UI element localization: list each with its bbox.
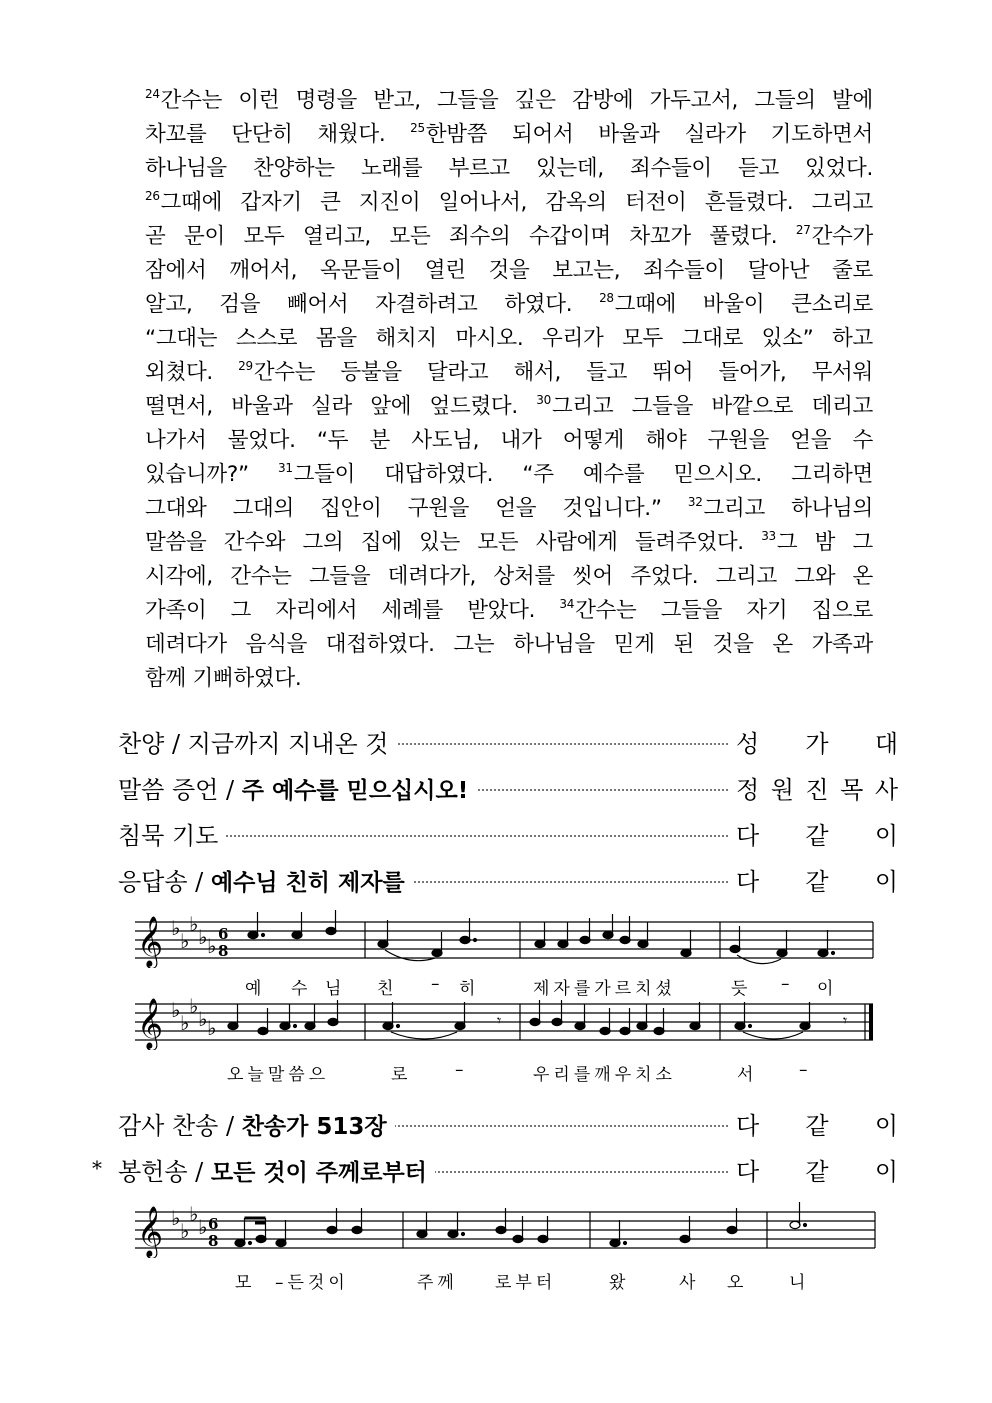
leader-char: 성 [736,730,760,758]
scripture-line [145,390,873,424]
asterisk-marker: * [92,1156,102,1180]
scripture-line [145,288,873,322]
order-title [118,1152,435,1187]
order-leader [736,1106,898,1141]
order-leader [736,862,898,897]
order-subject: 찬송가 513장 [241,1114,387,1140]
order-subject: 지금까지 지내온 것 [187,730,389,758]
scripture-text: 데려다가 음식을 대접하였다. 그는 하나님을 믿게 된 것을 온 가족과 [145,632,873,657]
order-leader [736,724,898,759]
time-sig-top: 6 [208,1215,219,1233]
svg-text:♭: ♭ [189,994,199,1018]
scripture-line [145,84,873,118]
order-label: 말씀 증언 / [118,776,242,804]
scripture-line [145,356,873,390]
order-label: 응답송 / [118,868,211,896]
verse-number: 33 [761,529,776,543]
treble-clef-icon: 𝄞 [137,916,164,967]
scripture-text: 한밤쯤 되어서 바울과 실라가 기도하면서 [425,122,873,147]
scripture-text: 말씀을 간수와 그의 집에 있는 모든 사람에게 들려주었다. [145,530,762,555]
key-signature-flats [171,912,216,958]
verse-number: 29 [238,359,253,373]
order-item-sermon [118,766,898,806]
leader-char: 정 [736,776,760,804]
order-title [118,1106,395,1141]
verse-number: 27 [795,223,811,237]
svg-text:♭: ♭ [180,929,190,953]
verse-number: 24 [145,87,160,101]
leader-char: 가 [805,730,829,758]
scripture-text: 그때에 갑자기 큰 지진이 일어나서, 감옥의 터전이 흔들렸다. 그리고 [160,190,873,215]
order-label: 감사 찬송 / [118,1112,242,1140]
order-subject: 예수님 친히 제자를 [210,870,405,896]
scripture-text: 함께 기뻐하였다. [145,666,302,691]
scripture-text: 나가서 물었다. “두 분 사도님, 내가 어떻게 해야 구원을 얻을 수 [145,428,873,453]
scripture-text: 떨면서, 바울과 실라 앞에 엎드렸다. [145,394,537,419]
order-subject: 주 예수를 믿으십시오! [241,778,469,804]
final-barline [869,1004,873,1040]
scripture-text: 그 밤 그 [776,530,873,555]
svg-text:𝄾: 𝄾 [497,1011,502,1030]
verse-number: 32 [687,495,703,509]
scripture-text: “그대는 스스로 몸을 해치지 마시오. 우리가 모두 그대로 있소” 하고 [145,326,873,351]
order-item-praise [118,720,898,760]
leader-char: 같 [805,1158,829,1186]
response-score-line-1 [135,908,880,999]
order-item-thanks-hymn [118,1102,898,1142]
svg-text:♭: ♭ [171,1206,181,1230]
scripture-line [145,186,873,220]
order-label: 봉헌송 / [118,1158,211,1186]
scripture-line [145,118,873,152]
scripture-line [145,220,873,254]
leader-char: 같 [805,868,829,896]
ties [391,1032,803,1039]
order-label: 찬양 / [118,730,188,758]
svg-text:♭: ♭ [189,1202,199,1226]
scripture-text: 간수는 등불을 달라고 해서, 들고 뛰어 들어가, 무서워 [253,360,873,385]
leader-char: 대 [874,730,898,758]
notes [248,910,835,957]
scripture-line [145,492,873,526]
order-item-silent-prayer [118,812,898,852]
order-leader [736,1152,898,1187]
verse-number: 25 [410,121,425,135]
scripture-passage [145,84,873,696]
leader-char: 다 [736,868,760,896]
time-sig-bottom: 8 [208,1232,219,1250]
svg-text:♭: ♭ [198,925,208,949]
scripture-text: 시각에, 간수는 그들을 데려다가, 상처를 씻어 주었다. 그리고 그와 온 [145,564,873,589]
leader-char: 다 [736,822,760,850]
order-subject: 모든 것이 주께로부터 [210,1160,427,1186]
ties [385,950,781,964]
key-signature-flats [171,994,216,1040]
treble-clef-icon: 𝄞 [137,998,164,1049]
scripture-text: 있습니까?” [145,462,279,487]
verse-number: 30 [536,393,551,407]
scripture-text: 그대와 그대의 집안이 구원을 얻을 것입니다.” [145,496,688,521]
order-title [118,724,396,759]
offertory-score [135,1198,880,1293]
treble-clef-icon: 𝄞 [137,1206,164,1257]
scripture-text: 그리고 그들을 바깥으로 데리고 [551,394,874,419]
scripture-text: 그때에 바울이 큰소리로 [614,292,874,317]
leader-char: 같 [805,822,829,850]
scripture-line [145,254,873,288]
svg-text:♭: ♭ [171,998,181,1022]
svg-text:♭: ♭ [207,934,217,958]
scripture-text: 그리고 하나님의 [703,496,873,521]
order-item-response-song [118,858,898,898]
scripture-text: 외쳤다. [145,360,239,385]
scripture-text: 잠에서 깨어서, 옥문들이 열린 것을 보고는, 죄수들이 달아난 줄로 [145,258,873,283]
music-staff [135,990,880,1050]
key-signature-flats [171,1202,207,1243]
svg-text:♭: ♭ [171,916,181,940]
leader-char: 같 [805,1112,829,1140]
response-lyrics-1: 예 수 님 친 – 히 제자를가르치셨 듯 – 이 [245,974,838,999]
order-title [118,770,476,805]
leader-char: 사 [874,776,898,804]
music-staff [135,908,880,968]
leader-char: 이 [874,1158,898,1186]
scripture-line [145,662,873,696]
music-staff [135,1198,880,1258]
order-leader [736,770,898,805]
scripture-line [145,322,873,356]
scripture-line [145,560,873,594]
time-sig-bottom: 8 [218,942,229,960]
leader-char: 원 [770,776,794,804]
rests [497,1011,847,1030]
verse-number: 26 [145,189,160,203]
verse-number: 28 [599,291,614,305]
svg-text:♭: ♭ [189,912,199,936]
leader-char: 이 [874,1112,898,1140]
leader-char: 이 [874,868,898,896]
scripture-text: 가족이 그 자리에서 세례를 받았다. [145,598,560,623]
scripture-text: 알고, 검을 빼어서 자결하려고 하였다. [145,292,600,317]
svg-text:♭: ♭ [198,1215,208,1239]
response-score-line-2 [135,990,880,1085]
offertory-lyrics: 모 –든것이 주께 로부터 왔 사 오 니 [235,1273,810,1293]
response-lyrics-2: 오늘말씀으 로 – 우리를깨우치소 서 – [227,1060,812,1085]
leader-char: 다 [736,1158,760,1186]
order-title [118,862,413,897]
scripture-text: 그들이 대답하였다. “주 예수를 믿으시오. 그리하면 [293,462,873,487]
scripture-line [145,152,873,186]
scripture-text: 차꼬를 단단히 채웠다. [145,122,411,147]
scripture-text: 간수는 그들을 자기 집으로 [575,598,873,623]
order-item-offertory [92,1148,898,1188]
svg-text:♭: ♭ [180,1219,190,1243]
svg-text:♭: ♭ [198,1007,208,1031]
scripture-text: 간수가 [811,224,873,249]
verse-number: 31 [278,461,293,475]
leader-char: 진 [805,776,829,804]
scripture-text: 간수는 이런 명령을 받고, 그들을 깊은 감방에 가두고서, 그들의 발에 [160,88,873,113]
leader-char: 이 [874,822,898,850]
notes [228,1000,810,1035]
verse-number: 34 [559,597,575,611]
scripture-line [145,526,873,560]
scripture-line [145,458,873,492]
svg-text:♭: ♭ [207,1016,217,1040]
notes [235,1202,807,1247]
scripture-text: 하나님을 찬양하는 노래를 부르고 있는데, 죄수들이 듣고 있었다. [145,156,873,181]
order-label: 침묵 기도 [118,822,219,850]
scripture-text: 곧 문이 모두 열리고, 모든 죄수의 수갑이며 차꼬가 풀렸다. [145,224,796,249]
scripture-line [145,628,873,662]
leader-char: 다 [736,1112,760,1140]
order-title [118,816,226,851]
scripture-line [145,594,873,628]
svg-text:♭: ♭ [180,1011,190,1035]
leader-char: 목 [840,776,864,804]
scripture-line [145,424,873,458]
time-sig-top: 6 [218,925,229,943]
order-leader [736,816,898,851]
svg-text:𝄾: 𝄾 [843,1011,848,1030]
